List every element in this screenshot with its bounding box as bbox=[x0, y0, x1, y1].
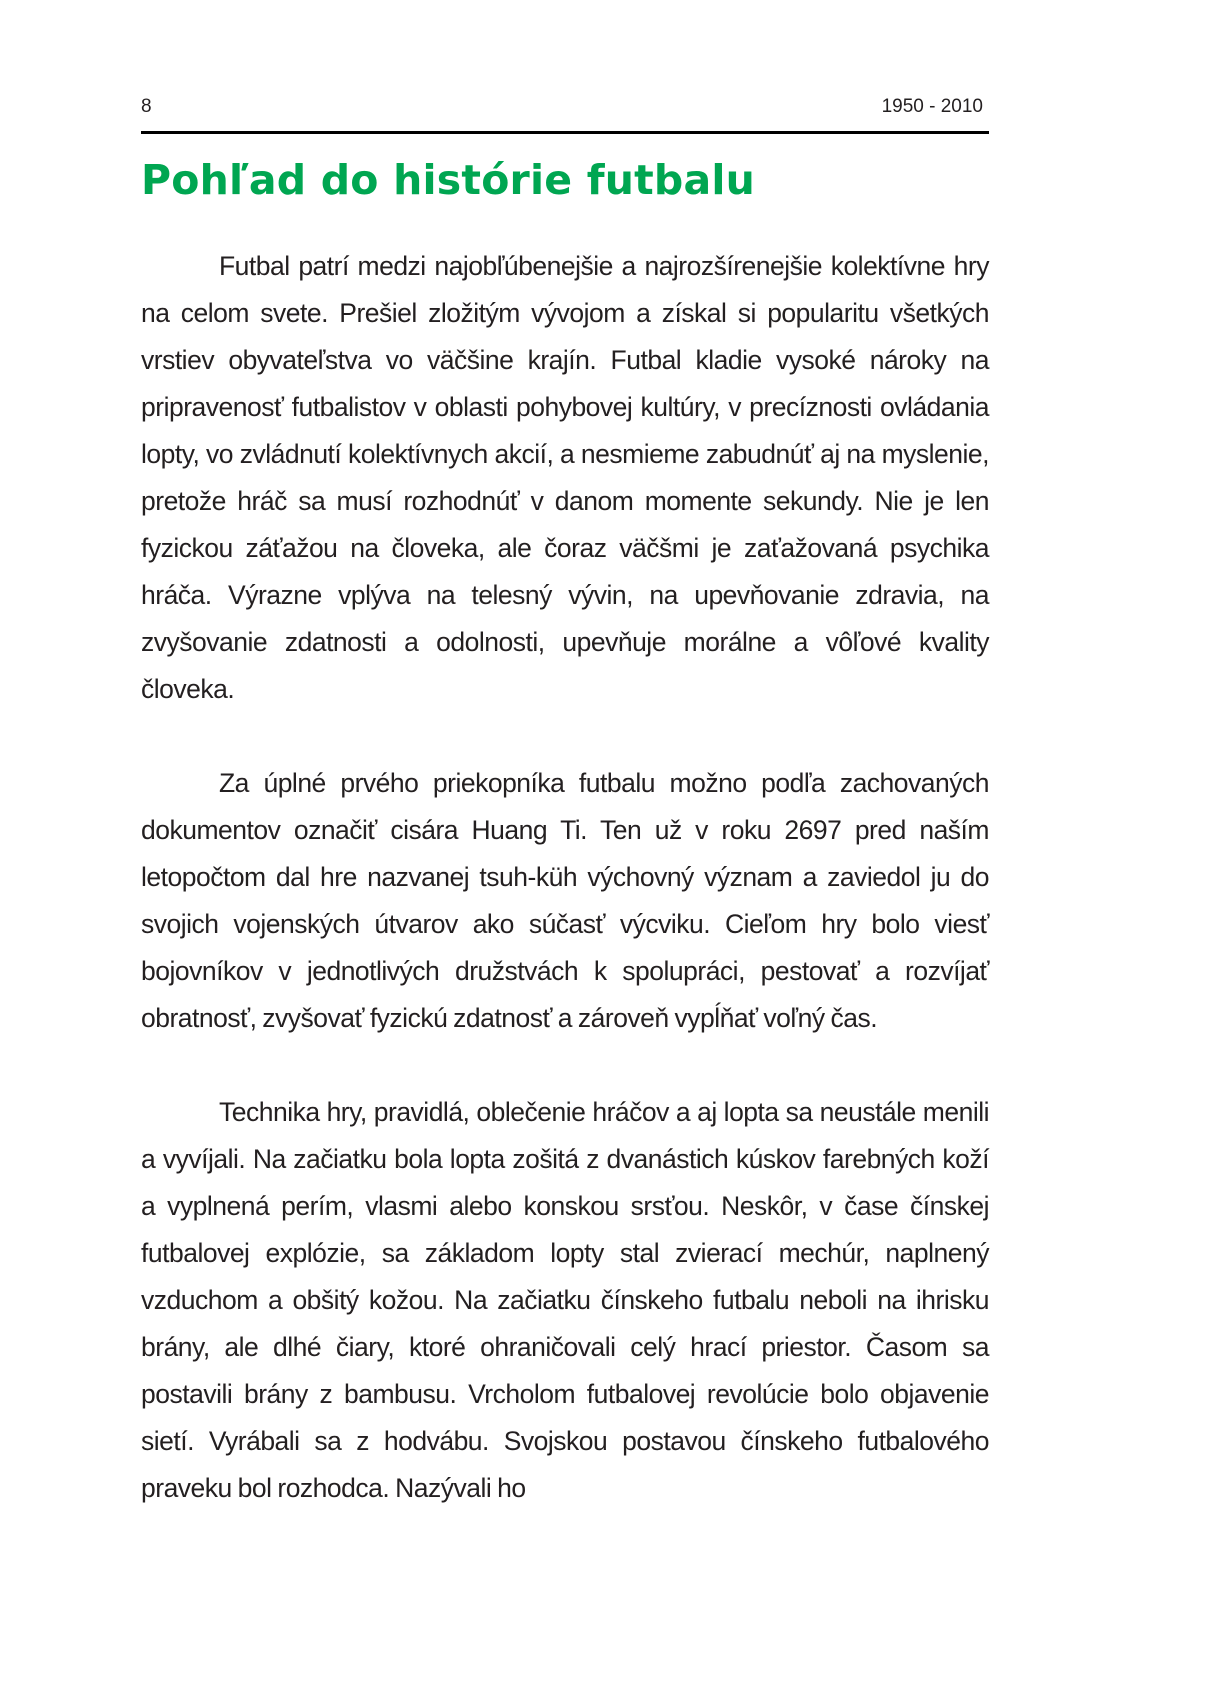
chapter-title: Pohľad do histórie futbalu bbox=[141, 156, 755, 204]
year-range: 1950 - 2010 bbox=[881, 96, 983, 117]
header-divider bbox=[141, 131, 989, 134]
paragraph-1: Futbal patrí medzi najobľúbenejšie a najrozšírenejšie kolektívne hry na celom svete. Prešiel zložitým vývojom a získal si popularitu všetkých vrstiev obyvateľstva vo väčšine krajín. Futbal kladie vysoké nároky na pripravenosť futbalistov v oblasti pohybovej kultúry, v precíznosti ovládania lopty, vo zvládnutí kolektívnych akcií, a nesmieme zabudnúť aj na myslenie, pretože hráč sa musí rozhodnúť v danom momente sekundy. Nie je len fyzickou záťažou na človeka, ale čoraz väčšmi je zaťažovaná psychika hráča. Výrazne vplýva na telesný vývin, na upevňovanie zdravia, na zvyšovanie zdatnosti a odolnosti, upevňuje morálne a vôľové kvality človeka. bbox=[141, 251, 989, 704]
running-header bbox=[141, 96, 989, 122]
body-text bbox=[141, 243, 989, 1512]
paragraph-2: Za úplné prvého priekopníka futbalu možno podľa zachovaných dokumentov označiť cisára Huang Ti. Ten už v roku 2697 pred naším letopočtom dal hre nazvanej tsuh-küh výchovný význam a zaviedol ju do svojich vojenských útvarov ako súčasť výcviku. Cieľom hry bolo viesť bojovníkov v jednotlivých družstvách k spolupráci, pestovať a rozvíjať obratnosť, zvyšovať fyzickú zdatnosť a zároveň vypĺňať voľný čas. bbox=[141, 768, 989, 1033]
page-number: 8 bbox=[141, 96, 152, 117]
paragraph-3: Technika hry, pravidlá, oblečenie hráčov a aj lopta sa neustále menili a vyvíjali. Na začiatku bola lopta zošitá z dvanástich kúskov farebných koží a vyplnená perím, vlasmi alebo konskou srsťou. Neskôr, v čase čínskej futbalovej explózie, sa základom lopty stal zvierací mechúr, naplnený vzduchom a obšitý kožou. Na začiatku čínskeho futbalu neboli na ihrisku brány, ale dlhé čiary, ktoré ohraničovali celý hrací priestor. Časom sa postavili brány z bambusu. Vrcholom futbalovej revolúcie bolo objavenie sietí. Vyrábali sa z hodvábu. Svojskou postavou čínskeho futbalového praveku bol rozhodca. Nazývali ho bbox=[141, 1097, 989, 1503]
document-page bbox=[141, 0, 989, 1693]
